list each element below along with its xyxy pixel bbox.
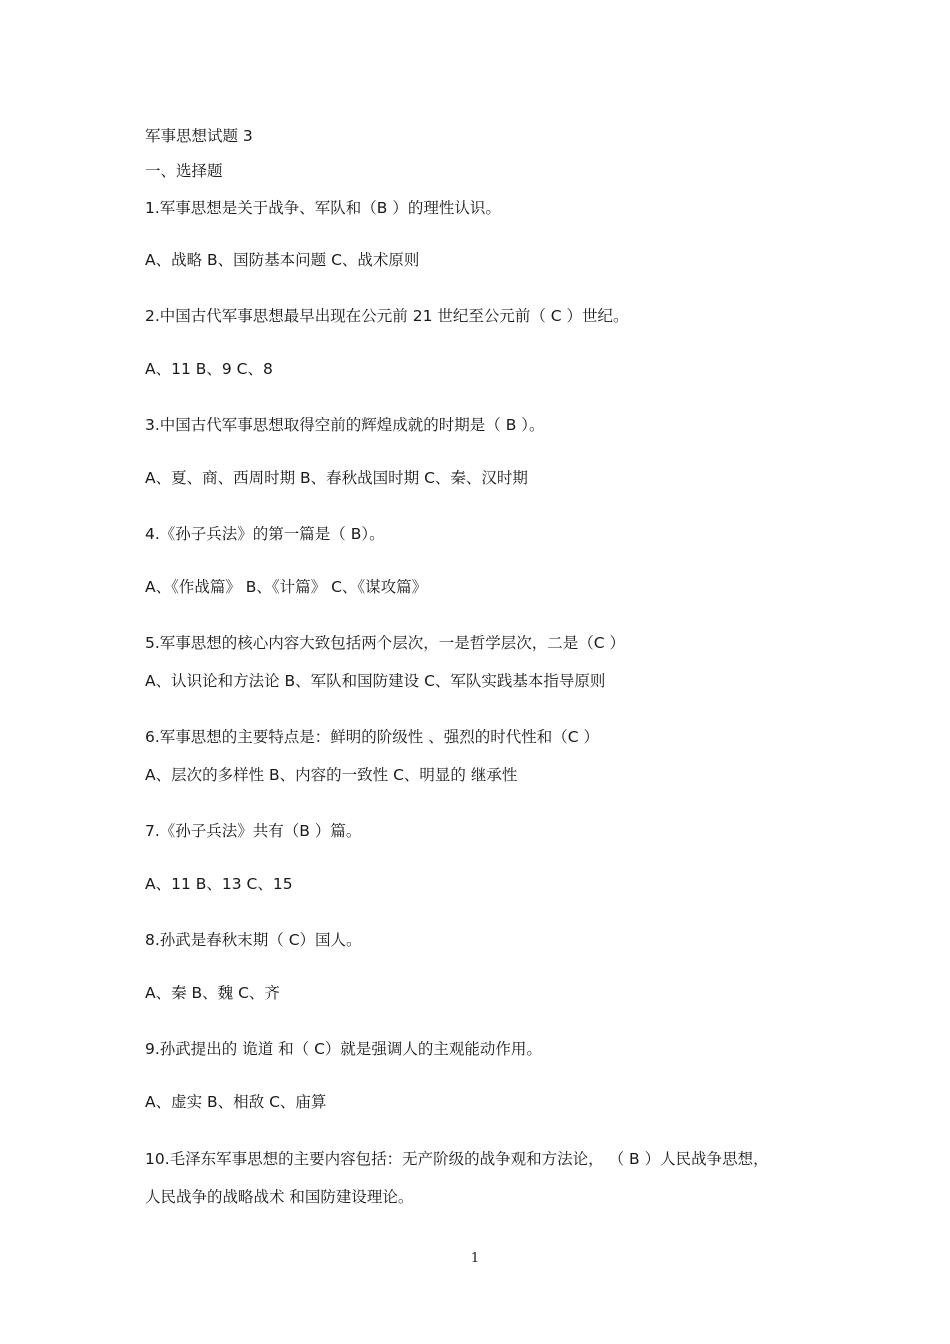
options-2: A、11 B、9 C、8 [145, 360, 273, 378]
question-7: 7.《孙子兵法》共有（B ）篇。 [145, 822, 362, 840]
question-8: 8.孙武是春秋末期（ C）国人。 [145, 931, 362, 949]
options-3: A、夏、商、西周时期 B、春秋战国时期 C、秦、汉时期 [145, 469, 528, 487]
question-10-line-1: 10.毛泽东军事思想的主要内容包括：无产阶级的战争观和方法论， （ B ）人民战争思想， [145, 1150, 769, 1168]
options-9: A、虚实 B、相敌 C、庙算 [145, 1093, 327, 1111]
question-9: 9.孙武提出的 诡道 和（ C）就是强调人的主观能动作用。 [145, 1040, 542, 1058]
options-6: A、层次的多样性 B、内容的一致性 C、明显的 继承性 [145, 766, 518, 784]
question-1: 1.军事思想是关于战争、军队和（B ）的理性认识。 [145, 199, 501, 217]
page-number: 1 [470, 1251, 480, 1266]
question-6: 6.军事思想的主要特点是：鲜明的阶级性 、强烈的时代性和（C ） [145, 728, 599, 746]
question-2: 2.中国古代军事思想最早出现在公元前 21 世纪至公元前（ C ）世纪。 [145, 307, 629, 325]
options-5: A、认识论和方法论 B、军队和国防建设 C、军队实践基本指导原则 [145, 672, 606, 690]
question-5: 5.军事思想的核心内容大致包括两个层次，一是哲学层次，二是（C ） [145, 634, 626, 652]
options-4: A、《作战篇》 B、《计篇》 C、《谋攻篇》 [145, 578, 428, 596]
options-7: A、11 B、13 C、15 [145, 875, 293, 893]
options-8: A、秦 B、魏 C、齐 [145, 984, 280, 1002]
section-heading: 一、选择题 [145, 162, 223, 180]
document-title: 军事思想试题 3 [145, 127, 253, 145]
options-1: A、战略 B、国防基本问题 C、战术原则 [145, 251, 420, 269]
question-3: 3.中国古代军事思想取得空前的辉煌成就的时期是（ B ）。 [145, 416, 545, 434]
question-4: 4.《孙子兵法》的第一篇是（ B）。 [145, 525, 385, 543]
question-10-line-2: 人民战争的战略战术 和国防建设理论。 [145, 1188, 414, 1206]
